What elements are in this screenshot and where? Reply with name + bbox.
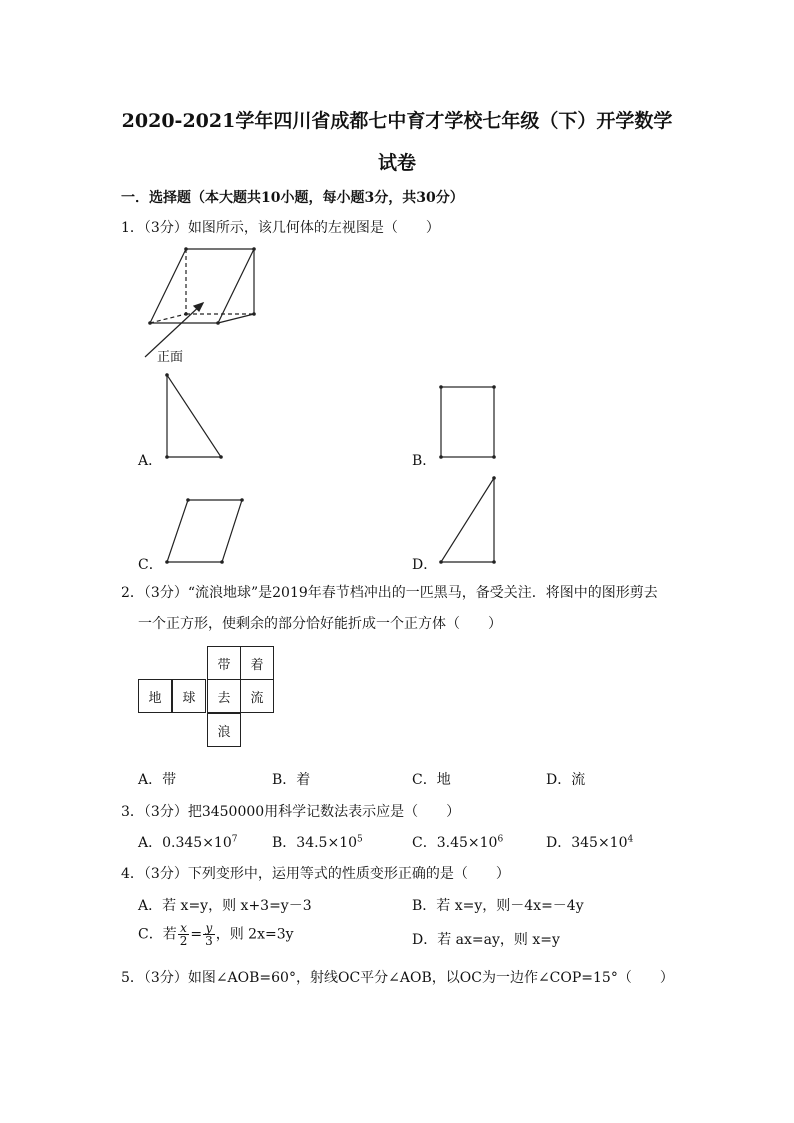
- q4-option-c[interactable]: C．若 $\frac{x}{2}$ = $\frac{y}{3}$ ，则 2x=3y: [138, 921, 294, 948]
- page-title-line2: 试卷: [377, 152, 416, 174]
- section-heading: 一．选择题（本大题共10小题，每小题3分，共30分）: [121, 190, 464, 206]
- net-cell: 流: [240, 679, 274, 713]
- q3-option-c[interactable]: C．$3.45\times 10^6$: [412, 834, 504, 851]
- net-cell: 浪: [207, 713, 241, 747]
- net-cell: 去: [207, 679, 241, 713]
- question-5-stem: 5．（3分）如图∠AOB=60°，射线OC平分∠AOB，以OC为一边作∠COP=15°（ ）: [121, 970, 674, 986]
- q4-option-a[interactable]: A．若 x=y，则 x+3=y－3: [138, 898, 312, 914]
- net-cell: 着: [240, 646, 274, 680]
- q3-option-d[interactable]: D．$345\times 10^4$: [546, 834, 634, 851]
- net-cell: 地: [138, 679, 172, 713]
- q3-option-a[interactable]: A．$0.345\times 10^7$: [138, 834, 238, 851]
- q2-option-c[interactable]: C．地: [412, 772, 451, 788]
- question-4-stem: 4．（3分）下列变形中，运用等式的性质变形正确的是（ ）: [121, 866, 510, 882]
- page-title: 2020-2021学年四川省成都七中育才学校七年级（下）开学数学: [121, 110, 673, 132]
- question-3-stem: 3．（3分）把3450000用科学记数法表示应是（ ）: [121, 804, 461, 820]
- q1-option-d[interactable]: D．: [412, 557, 438, 573]
- q2-option-b[interactable]: B．着: [272, 772, 311, 788]
- q2-option-a[interactable]: A．带: [138, 772, 177, 788]
- net-cell: 球: [172, 679, 206, 713]
- q2-option-d[interactable]: D．流: [546, 772, 586, 788]
- q1-option-c[interactable]: C．: [138, 557, 163, 573]
- q3-option-b[interactable]: B．$34.5\times 10^5$: [272, 834, 363, 851]
- front-view-label: 正面: [157, 350, 184, 365]
- q1-option-a[interactable]: A．: [138, 453, 163, 469]
- net-cell: 带: [207, 646, 241, 680]
- question-2-stem-line2: 一个正方形，使剩余的部分恰好能折成一个正方体（ ）: [138, 616, 502, 632]
- question-1-stem: 1．（3分）如图所示，该几何体的左视图是（ ）: [121, 220, 440, 236]
- q4-option-b[interactable]: B．若 x=y，则－4x=－4y: [412, 898, 584, 914]
- q1-option-b[interactable]: B．: [412, 453, 437, 469]
- q4-option-d[interactable]: D．若 ax=ay，则 x=y: [412, 932, 560, 948]
- question-2-stem-line1: 2．（3分）“流浪地球”是2019年春节档冲出的一匹黑马，备受关注．将图中的图形剪去: [121, 585, 658, 601]
